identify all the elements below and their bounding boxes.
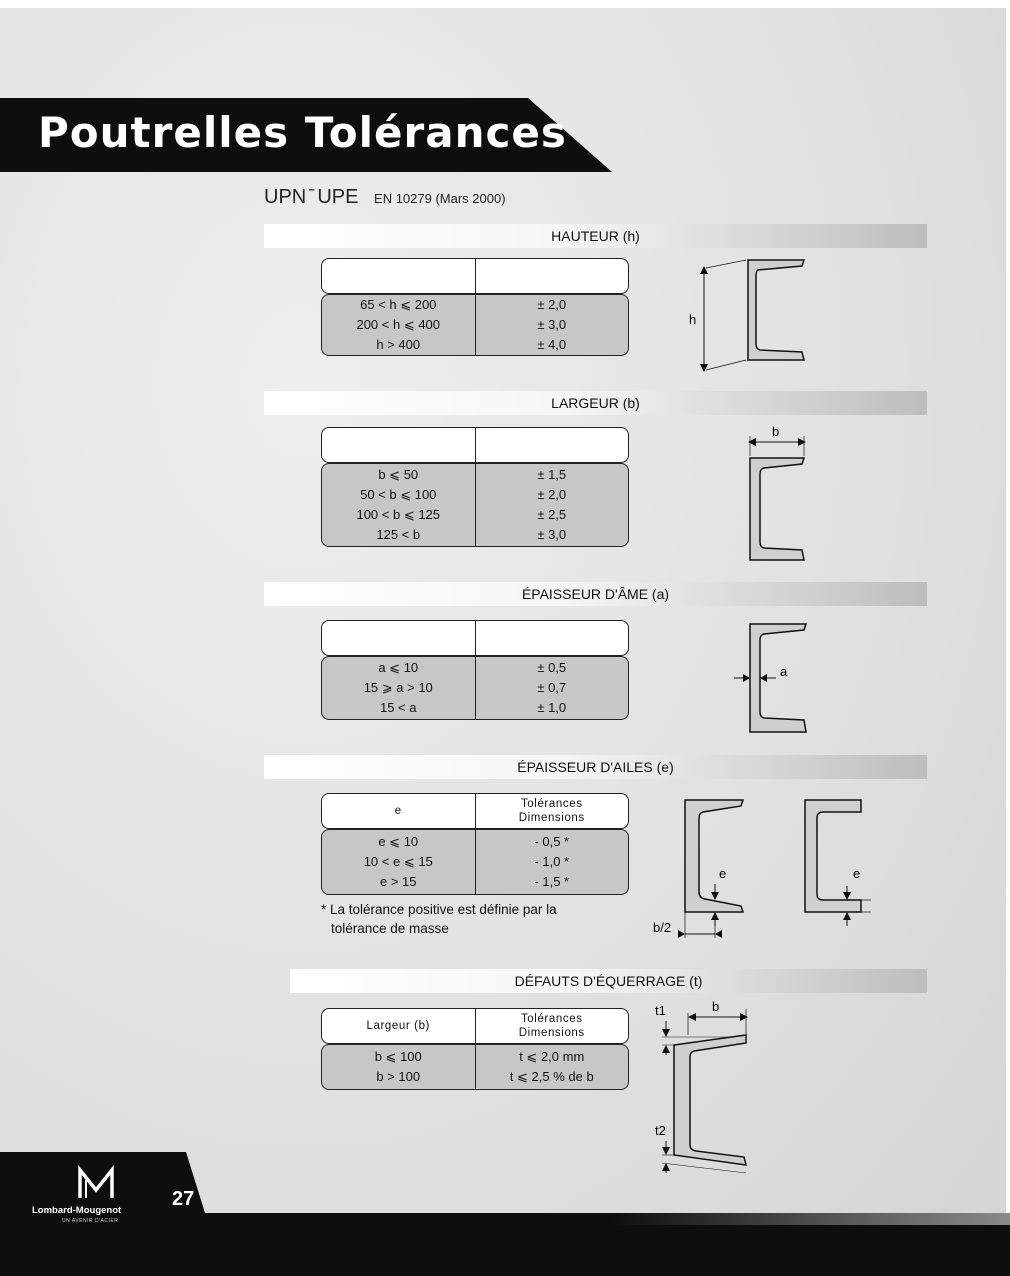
section-title-largeur: LARGEUR (b): [551, 395, 640, 411]
footnote: [321, 900, 557, 938]
table-head-line: Dimensions: [518, 812, 585, 824]
table-cell: ± 3,0: [537, 527, 567, 542]
table-head-largeur: [321, 427, 629, 463]
dim-label-t2: t2: [655, 1123, 666, 1138]
table-col-range: [322, 1045, 476, 1089]
table-col-range: [322, 657, 476, 719]
flange-thickness-diagrams: [645, 792, 885, 942]
table-head-right: [476, 794, 629, 828]
table-cell: ± 0,5: [537, 660, 567, 675]
section-band-hauteur: [264, 224, 927, 248]
subtitle-norm: EN 10279 (Mars 2000): [374, 191, 506, 206]
table-cell: ± 2,5: [537, 507, 567, 522]
dim-label-b: b: [772, 424, 780, 439]
table-cell: t ⩽ 2,5 % de b: [509, 1069, 594, 1084]
brand-name: Lombard-Mougenot: [32, 1205, 122, 1216]
section-band-ame: [264, 582, 927, 606]
dim-label-e1: e: [719, 866, 727, 881]
table-head-cell: [476, 621, 629, 655]
table-cell: 65 < h ⩽ 200: [360, 297, 437, 312]
table-col-tolerance: [476, 295, 629, 355]
table-body-ailes: [321, 829, 629, 895]
table-cell: ± 2,0: [537, 487, 567, 502]
table-col-range: [322, 295, 476, 355]
table-head-left: Largeur (b): [322, 1009, 476, 1043]
brand-tagline: UN AVENIR D'ACIER: [62, 1218, 119, 1224]
table-cell: e ⩽ 10: [378, 834, 419, 849]
table-cell: b ⩽ 50: [378, 467, 419, 482]
table-cell: b ⩽ 100: [374, 1049, 422, 1064]
table-col-range: [322, 830, 476, 894]
table-cell: t ⩽ 2,0 mm: [519, 1049, 585, 1064]
table-cell: b > 100: [376, 1069, 421, 1084]
right-edge: [1006, 0, 1010, 1276]
table-cell: ± 4,0: [537, 337, 567, 352]
channel-width-diagram: [730, 420, 840, 565]
channel-web-diagram: [732, 616, 842, 741]
table-cell: 15 < a: [379, 700, 417, 715]
table-col-tolerance: [476, 657, 629, 719]
table-head-cell: [322, 621, 476, 655]
table-cell: - 1,0 *: [534, 854, 570, 869]
table-head-cell: [322, 428, 476, 462]
table-cell: ± 1,0: [537, 700, 567, 715]
section-band-equerrage: [290, 969, 927, 993]
table-body-hauteur: [321, 294, 629, 356]
dim-label-t1: t1: [655, 1003, 666, 1018]
top-edge: [0, 0, 1010, 8]
table-cell: ± 0,7: [537, 680, 567, 695]
table-head-hauteur: [321, 258, 629, 294]
table-cell: h > 400: [376, 337, 421, 352]
table-head-cell: [476, 259, 629, 293]
section-title-ame: ÉPAISSEUR D'ÂME (a): [521, 586, 670, 602]
page-title: Poutrelles Tolérances: [38, 108, 567, 157]
dim-label-b: b: [712, 999, 720, 1014]
footnote-line: * La tolérance positive est définie par la: [321, 902, 557, 917]
dim-label-b2: b/2: [653, 920, 672, 935]
table-cell: e > 15: [379, 874, 417, 889]
section-title-ailes: ÉPAISSEUR D'AILES (e): [517, 759, 674, 775]
table-cell: 125 < b: [376, 527, 421, 542]
footer-gradient: [612, 1213, 1010, 1225]
table-col-tolerance: [476, 830, 629, 894]
subtitle-main: UPN ̄ UPE: [264, 186, 359, 208]
dim-label-a: a: [780, 664, 788, 679]
table-cell: 10 < e ⩽ 15: [363, 854, 433, 869]
table-body-ame: [321, 656, 629, 720]
table-cell: ± 3,0: [537, 317, 567, 332]
squareness-diagram: [650, 995, 770, 1185]
section-title-equerrage: DÉFAUTS D'ÉQUERRAGE (t): [514, 973, 703, 989]
footnote-line: tolérance de masse: [331, 921, 449, 936]
dim-label-e2: e: [853, 866, 861, 881]
table-head-cell: [322, 259, 476, 293]
table-col-tolerance: [476, 464, 629, 546]
table-cell: ± 1,5: [537, 467, 567, 482]
section-title-hauteur: HAUTEUR (h): [551, 228, 640, 244]
channel-height-diagram: [680, 252, 820, 377]
table-cell: 15 ⩾ a > 10: [363, 680, 433, 695]
table-head-line: Dimensions: [518, 1027, 585, 1039]
section-band-largeur: [264, 391, 927, 415]
table-body-largeur: [321, 463, 629, 547]
table-head-line: Tolérances: [520, 798, 583, 810]
table-body-equerrage: [321, 1044, 629, 1090]
table-cell: ± 2,0: [537, 297, 567, 312]
subtitle: [264, 186, 506, 209]
page-number: 27: [172, 1188, 195, 1210]
table-cell: - 1,5 *: [534, 874, 570, 889]
table-cell: a ⩽ 10: [378, 660, 419, 675]
table-cell: - 0,5 *: [534, 834, 570, 849]
dim-label-h: h: [689, 312, 697, 327]
section-band-ailes: [264, 755, 927, 779]
table-head-cell: [476, 428, 629, 462]
table-head-line: Tolérances: [520, 1013, 583, 1025]
table-col-range: [322, 464, 476, 546]
table-col-tolerance: [476, 1045, 629, 1089]
table-head-ailes: [321, 793, 629, 829]
table-cell: 200 < h ⩽ 400: [356, 317, 441, 332]
table-cell: 100 < b ⩽ 125: [356, 507, 441, 522]
table-head-left: e: [322, 794, 476, 828]
table-head-ame: [321, 620, 629, 656]
table-head-right: [476, 1009, 629, 1043]
table-head-equerrage: [321, 1008, 629, 1044]
table-cell: 50 < b ⩽ 100: [360, 487, 437, 502]
